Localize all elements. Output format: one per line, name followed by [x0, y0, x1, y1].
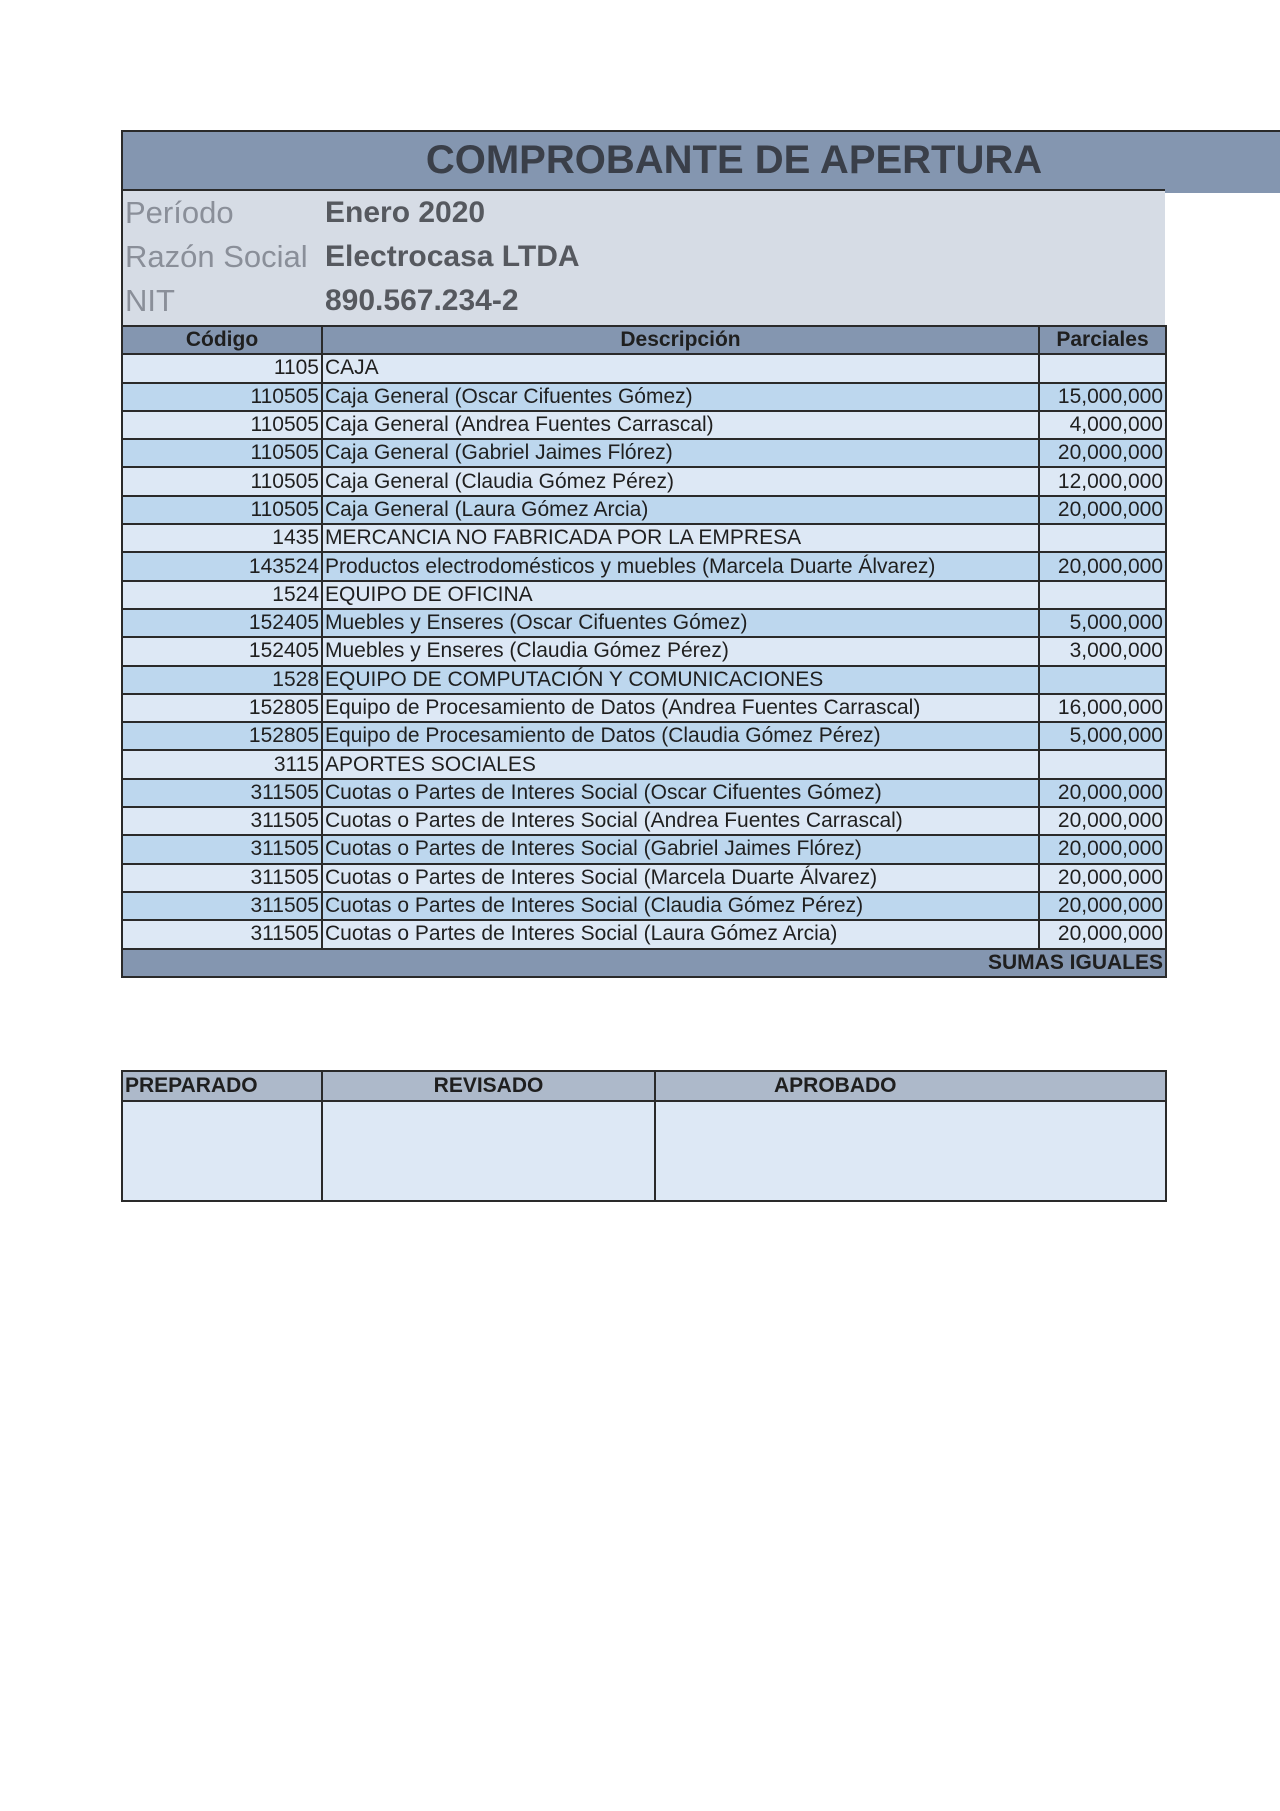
table-row: [122, 835, 1166, 863]
row-amount: 12,000,000: [1039, 467, 1166, 495]
row-code: 311505: [122, 807, 322, 835]
row-code: 152405: [122, 609, 322, 637]
row-description: EQUIPO DE OFICINA: [322, 581, 1039, 609]
table-row: [122, 552, 1166, 580]
row-code: 110505: [122, 467, 322, 495]
table-row: [122, 750, 1166, 778]
row-code: 311505: [122, 892, 322, 920]
table-row: [122, 920, 1166, 948]
table-row: [122, 892, 1166, 920]
row-description: Caja General (Claudia Gómez Pérez): [322, 467, 1039, 495]
nit-label: NIT: [125, 283, 175, 318]
row-description: APORTES SOCIALES: [322, 750, 1039, 778]
row-description: Caja General (Oscar Cifuentes Gómez): [322, 383, 1039, 411]
row-description: CAJA: [322, 354, 1039, 382]
row-description: EQUIPO DE COMPUTACIÓN Y COMUNICACIONES: [322, 666, 1039, 694]
signature-box-row: [122, 1101, 1166, 1201]
row-code: 143524: [122, 552, 322, 580]
row-code: 311505: [122, 864, 322, 892]
row-amount: 20,000,000: [1039, 892, 1166, 920]
row-code: 311505: [122, 779, 322, 807]
table-row: [122, 864, 1166, 892]
row-amount: 20,000,000: [1039, 920, 1166, 948]
row-amount: [1039, 581, 1166, 609]
info-row-period: [123, 191, 485, 235]
table-row: [122, 637, 1166, 665]
row-amount: 4,000,000: [1039, 411, 1166, 439]
row-description: Muebles y Enseres (Oscar Cifuentes Gómez): [322, 609, 1039, 637]
row-amount: [1039, 524, 1166, 552]
table-row: [122, 383, 1166, 411]
row-code: 152805: [122, 722, 322, 750]
row-description: Muebles y Enseres (Claudia Gómez Pérez): [322, 637, 1039, 665]
row-code: 3115: [122, 750, 322, 778]
table-row: [122, 779, 1166, 807]
table-row: [122, 496, 1166, 524]
table-row: [122, 467, 1166, 495]
table-row: [122, 411, 1166, 439]
table-row: [122, 694, 1166, 722]
table-row: [122, 722, 1166, 750]
table-row: [122, 354, 1166, 382]
row-amount: 20,000,000: [1039, 496, 1166, 524]
period-value: Enero 2020: [325, 196, 486, 229]
row-amount: 20,000,000: [1039, 807, 1166, 835]
row-amount: 20,000,000: [1039, 552, 1166, 580]
approved-label: APROBADO: [655, 1071, 1166, 1101]
row-description: Cuotas o Partes de Interes Social (Oscar Cifuentes Gómez): [322, 779, 1039, 807]
row-amount: 3,000,000: [1039, 637, 1166, 665]
page-title: [121, 132, 1165, 191]
nit-value: 890.567.234-2: [325, 284, 519, 317]
row-amount: [1039, 750, 1166, 778]
signature-header-row: [122, 1071, 1166, 1101]
row-code: 311505: [122, 920, 322, 948]
table-row: [122, 807, 1166, 835]
row-description: Cuotas o Partes de Interes Social (Claudia Gómez Pérez): [322, 892, 1039, 920]
sum-row: [122, 949, 1166, 977]
row-amount: [1039, 666, 1166, 694]
page-title-text: COMPROBANTE DE APERTURA: [425, 138, 1043, 182]
row-amount: [1039, 354, 1166, 382]
row-description: Caja General (Gabriel Jaimes Flórez): [322, 439, 1039, 467]
table-row: [122, 439, 1166, 467]
document-info: [121, 191, 1165, 325]
company-label: Razón Social: [125, 239, 308, 274]
row-code: 1105: [122, 354, 322, 382]
table-body: [122, 354, 1166, 948]
row-amount: 20,000,000: [1039, 439, 1166, 467]
row-code: 1435: [122, 524, 322, 552]
header-description: Descripción: [322, 326, 1039, 354]
header-code: Código: [122, 326, 322, 354]
row-description: Equipo de Procesamiento de Datos (Andrea Fuentes Carrascal): [322, 694, 1039, 722]
period-label: Período: [125, 195, 234, 230]
row-description: MERCANCIA NO FABRICADA POR LA EMPRESA: [322, 524, 1039, 552]
table-row: [122, 581, 1166, 609]
row-amount: 20,000,000: [1039, 864, 1166, 892]
table-row: [122, 524, 1166, 552]
header-partial: Parciales: [1039, 326, 1166, 354]
row-description: Cuotas o Partes de Interes Social (Laura Gómez Arcia): [322, 920, 1039, 948]
row-description: Caja General (Andrea Fuentes Carrascal): [322, 411, 1039, 439]
row-description: Equipo de Procesamiento de Datos (Claudia Gómez Pérez): [322, 722, 1039, 750]
info-row-company: [123, 235, 580, 279]
prepared-box: [122, 1101, 322, 1201]
row-code: 1528: [122, 666, 322, 694]
row-code: 152405: [122, 637, 322, 665]
row-description: Productos electrodomésticos y muebles (Marcela Duarte Álvarez): [322, 552, 1039, 580]
table-row: [122, 666, 1166, 694]
table-row: [122, 609, 1166, 637]
approved-box: [655, 1101, 1166, 1201]
row-code: 110505: [122, 496, 322, 524]
prepared-label: PREPARADO: [122, 1071, 322, 1101]
row-amount: 20,000,000: [1039, 835, 1166, 863]
row-code: 110505: [122, 383, 322, 411]
company-value: Electrocasa LTDA: [325, 240, 580, 273]
row-code: 110505: [122, 411, 322, 439]
row-description: Cuotas o Partes de Interes Social (Marcela Duarte Álvarez): [322, 864, 1039, 892]
row-code: 110505: [122, 439, 322, 467]
row-code: 311505: [122, 835, 322, 863]
row-description: Cuotas o Partes de Interes Social (Gabriel Jaimes Flórez): [322, 835, 1039, 863]
table-header-row: [122, 326, 1166, 354]
row-amount: 15,000,000: [1039, 383, 1166, 411]
row-description: Caja General (Laura Gómez Arcia): [322, 496, 1039, 524]
signature-table: [121, 1070, 1167, 1202]
sum-label: SUMAS IGUALES: [122, 949, 1166, 977]
reviewed-label: REVISADO: [322, 1071, 655, 1101]
row-amount: 5,000,000: [1039, 722, 1166, 750]
accounts-table: [121, 325, 1167, 978]
row-description: Cuotas o Partes de Interes Social (Andrea Fuentes Carrascal): [322, 807, 1039, 835]
row-code: 1524: [122, 581, 322, 609]
row-amount: 16,000,000: [1039, 694, 1166, 722]
row-amount: 5,000,000: [1039, 609, 1166, 637]
row-amount: 20,000,000: [1039, 779, 1166, 807]
info-row-nit: [123, 279, 519, 323]
row-code: 152805: [122, 694, 322, 722]
reviewed-box: [322, 1101, 655, 1201]
